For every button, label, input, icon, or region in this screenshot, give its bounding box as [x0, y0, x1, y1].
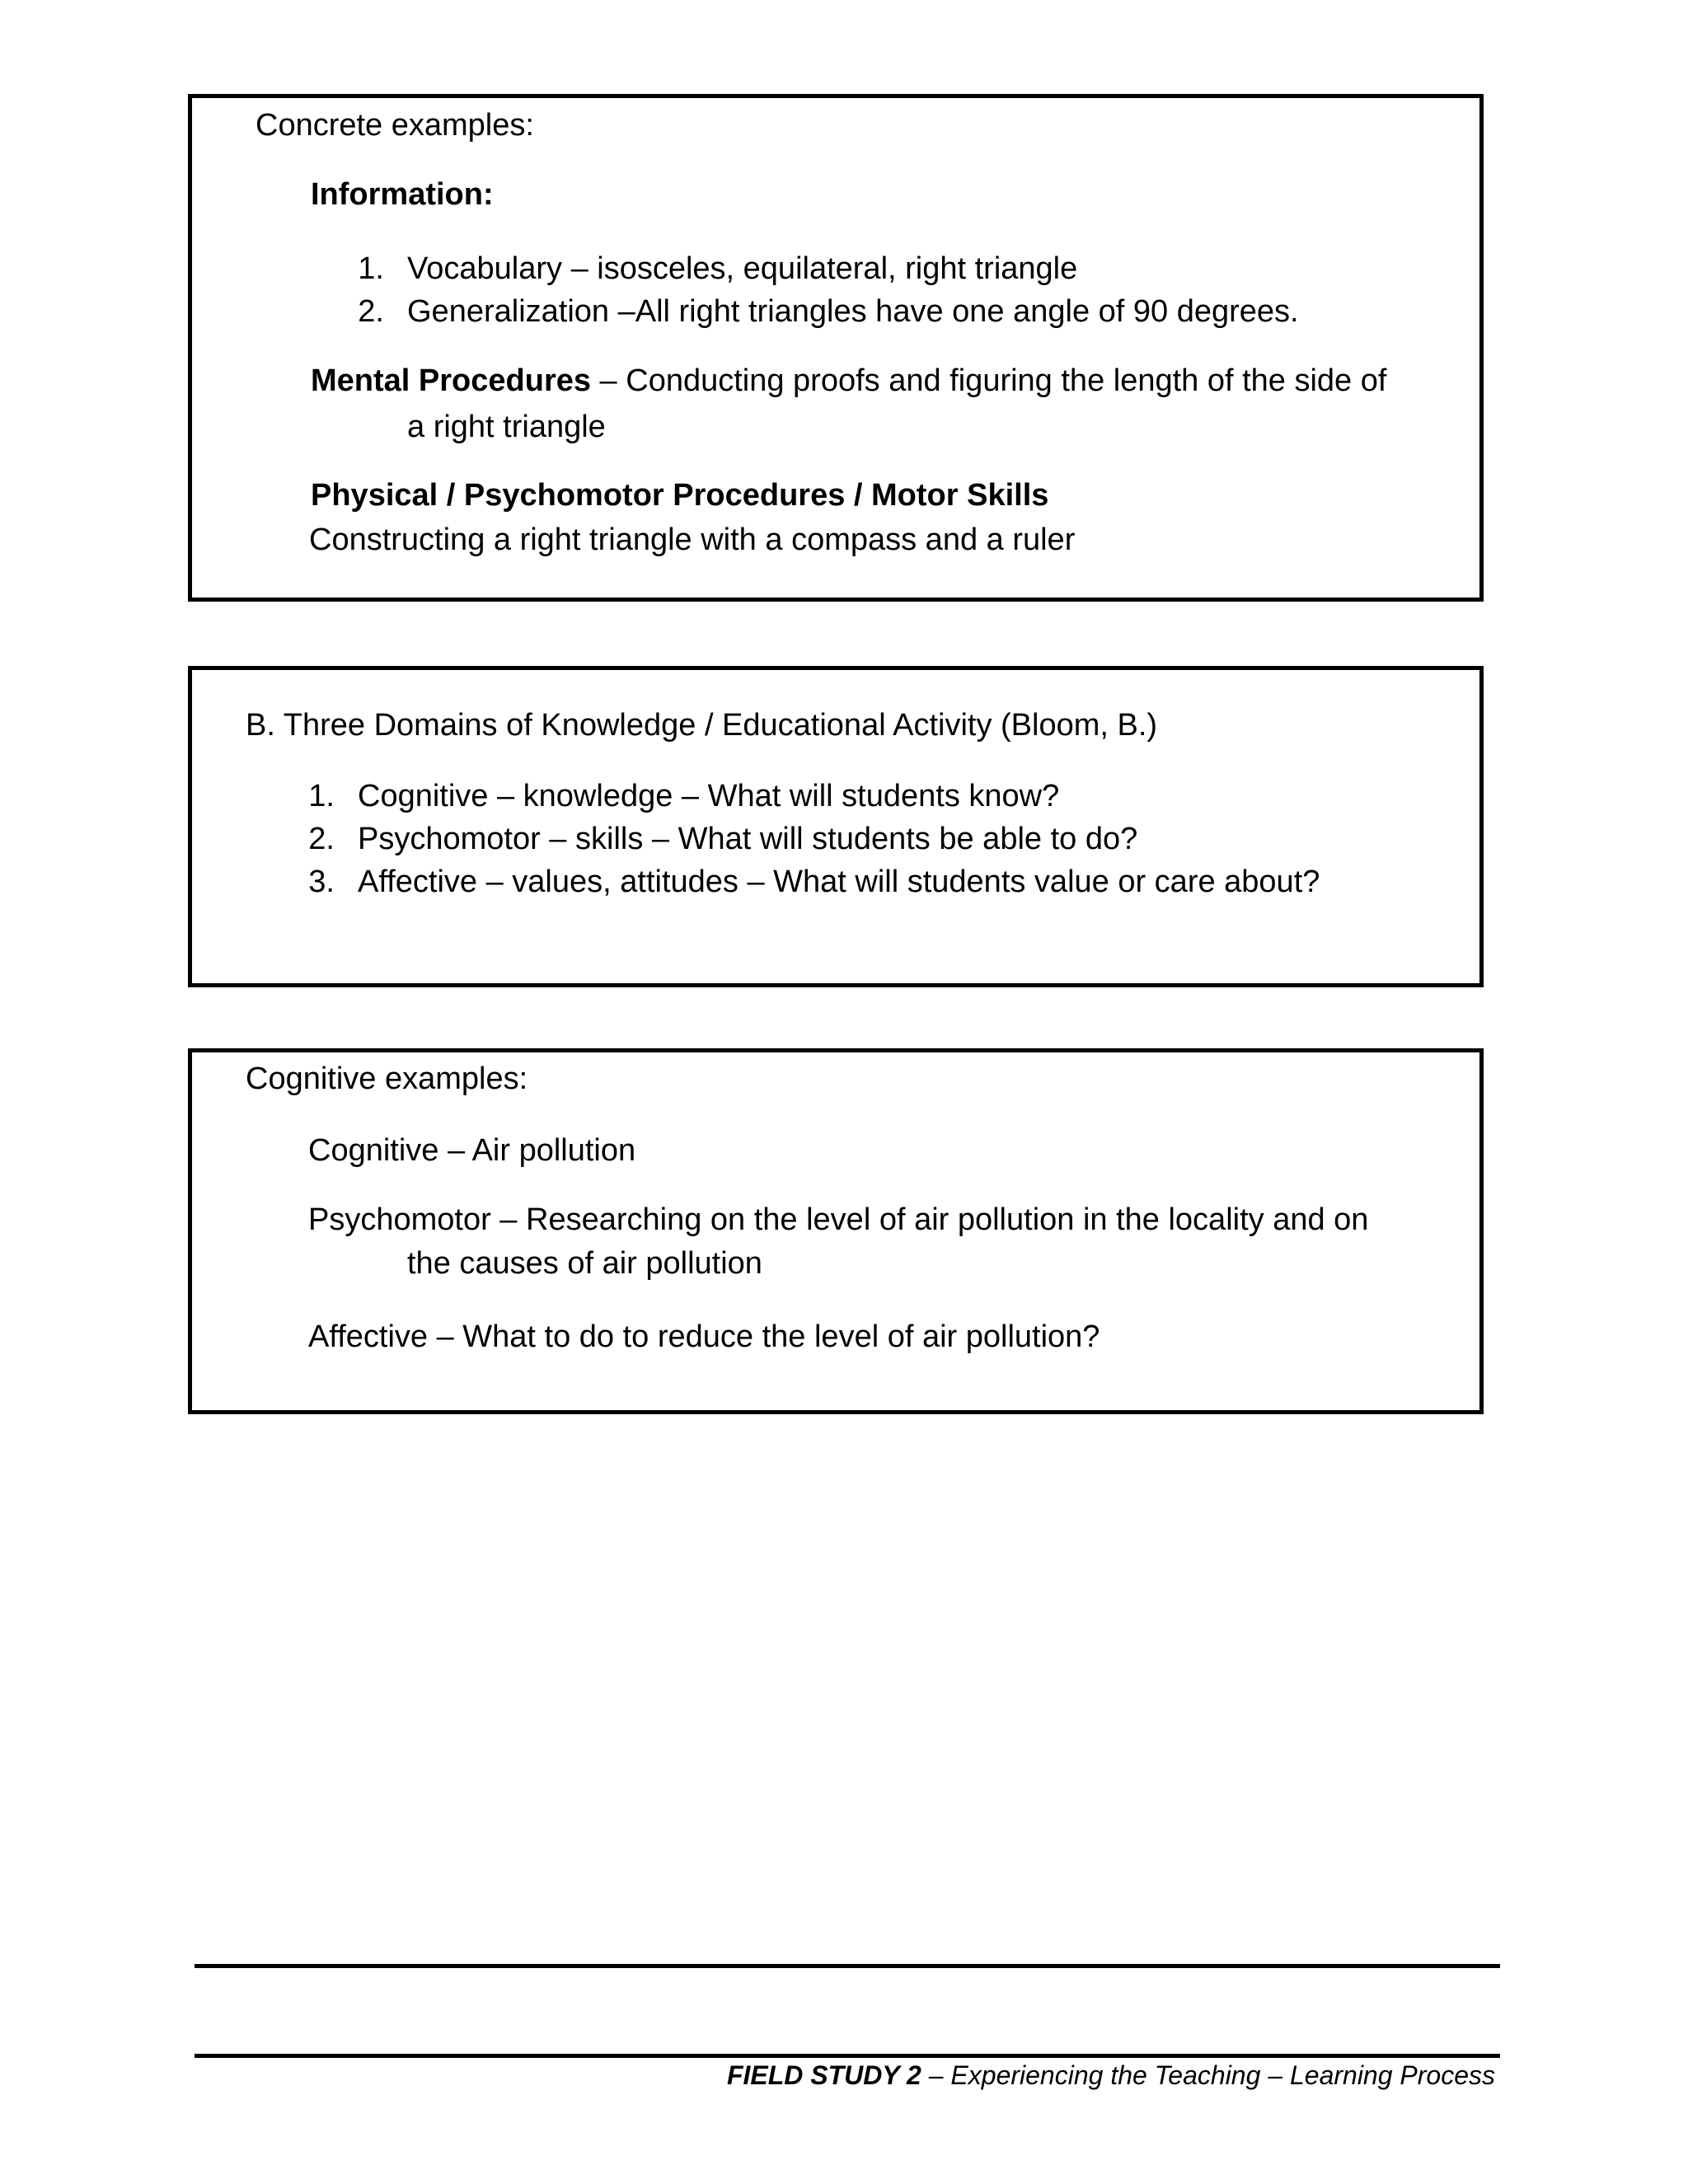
list-item-number: 1. — [358, 251, 384, 286]
footer-divider-top — [195, 1964, 1500, 1968]
mental-procedures-label: Mental Procedures — [311, 363, 591, 398]
psychomotor-example: Psychomotor – Researching on the level of air pollution in the locality and on — [308, 1202, 1369, 1237]
page-footer — [727, 2055, 1495, 2095]
psychomotor-example-continuation: the causes of air pollution — [407, 1246, 762, 1281]
list-item-number: 2. — [308, 822, 335, 856]
physical-procedures-label: Physical / Psychomotor Procedures / Motor Skills — [311, 478, 1049, 513]
concrete-examples-heading: Concrete examples: — [256, 108, 534, 143]
list-item-vocabulary: Vocabulary – isosceles, equilateral, right triangle — [407, 251, 1078, 286]
footer-course-title: FIELD STUDY 2 — [726, 2060, 921, 2090]
mental-procedures-line — [311, 361, 1386, 401]
list-item-affective: Affective – values, attitudes – What will students value or care about? — [358, 865, 1320, 899]
list-item-number: 1. — [308, 779, 335, 813]
list-item-cognitive: Cognitive – knowledge – What will students know? — [358, 779, 1060, 813]
footer-subtitle: – Experiencing the Teaching – Learning Process — [921, 2060, 1495, 2090]
information-label: Information: — [311, 177, 494, 212]
mental-procedures-text: – Conducting proofs and figuring the length of the side of — [591, 363, 1387, 398]
mental-procedures-continuation: a right triangle — [407, 410, 606, 444]
physical-procedures-text: Constructing a right triangle with a compass and a ruler — [309, 523, 1076, 557]
list-item-number: 3. — [308, 865, 335, 899]
list-item-generalization: Generalization –All right triangles have one angle of 90 degrees. — [407, 294, 1299, 329]
affective-example: Affective – What to do to reduce the level of air pollution? — [308, 1319, 1100, 1354]
cognitive-example: Cognitive – Air pollution — [308, 1133, 636, 1168]
three-domains-heading: B. Three Domains of Knowledge / Educational Activity (Bloom, B.) — [246, 708, 1158, 743]
cognitive-examples-heading: Cognitive examples: — [246, 1062, 528, 1096]
list-item-psychomotor: Psychomotor – skills – What will students be able to do? — [358, 822, 1138, 856]
list-item-number: 2. — [358, 294, 384, 329]
